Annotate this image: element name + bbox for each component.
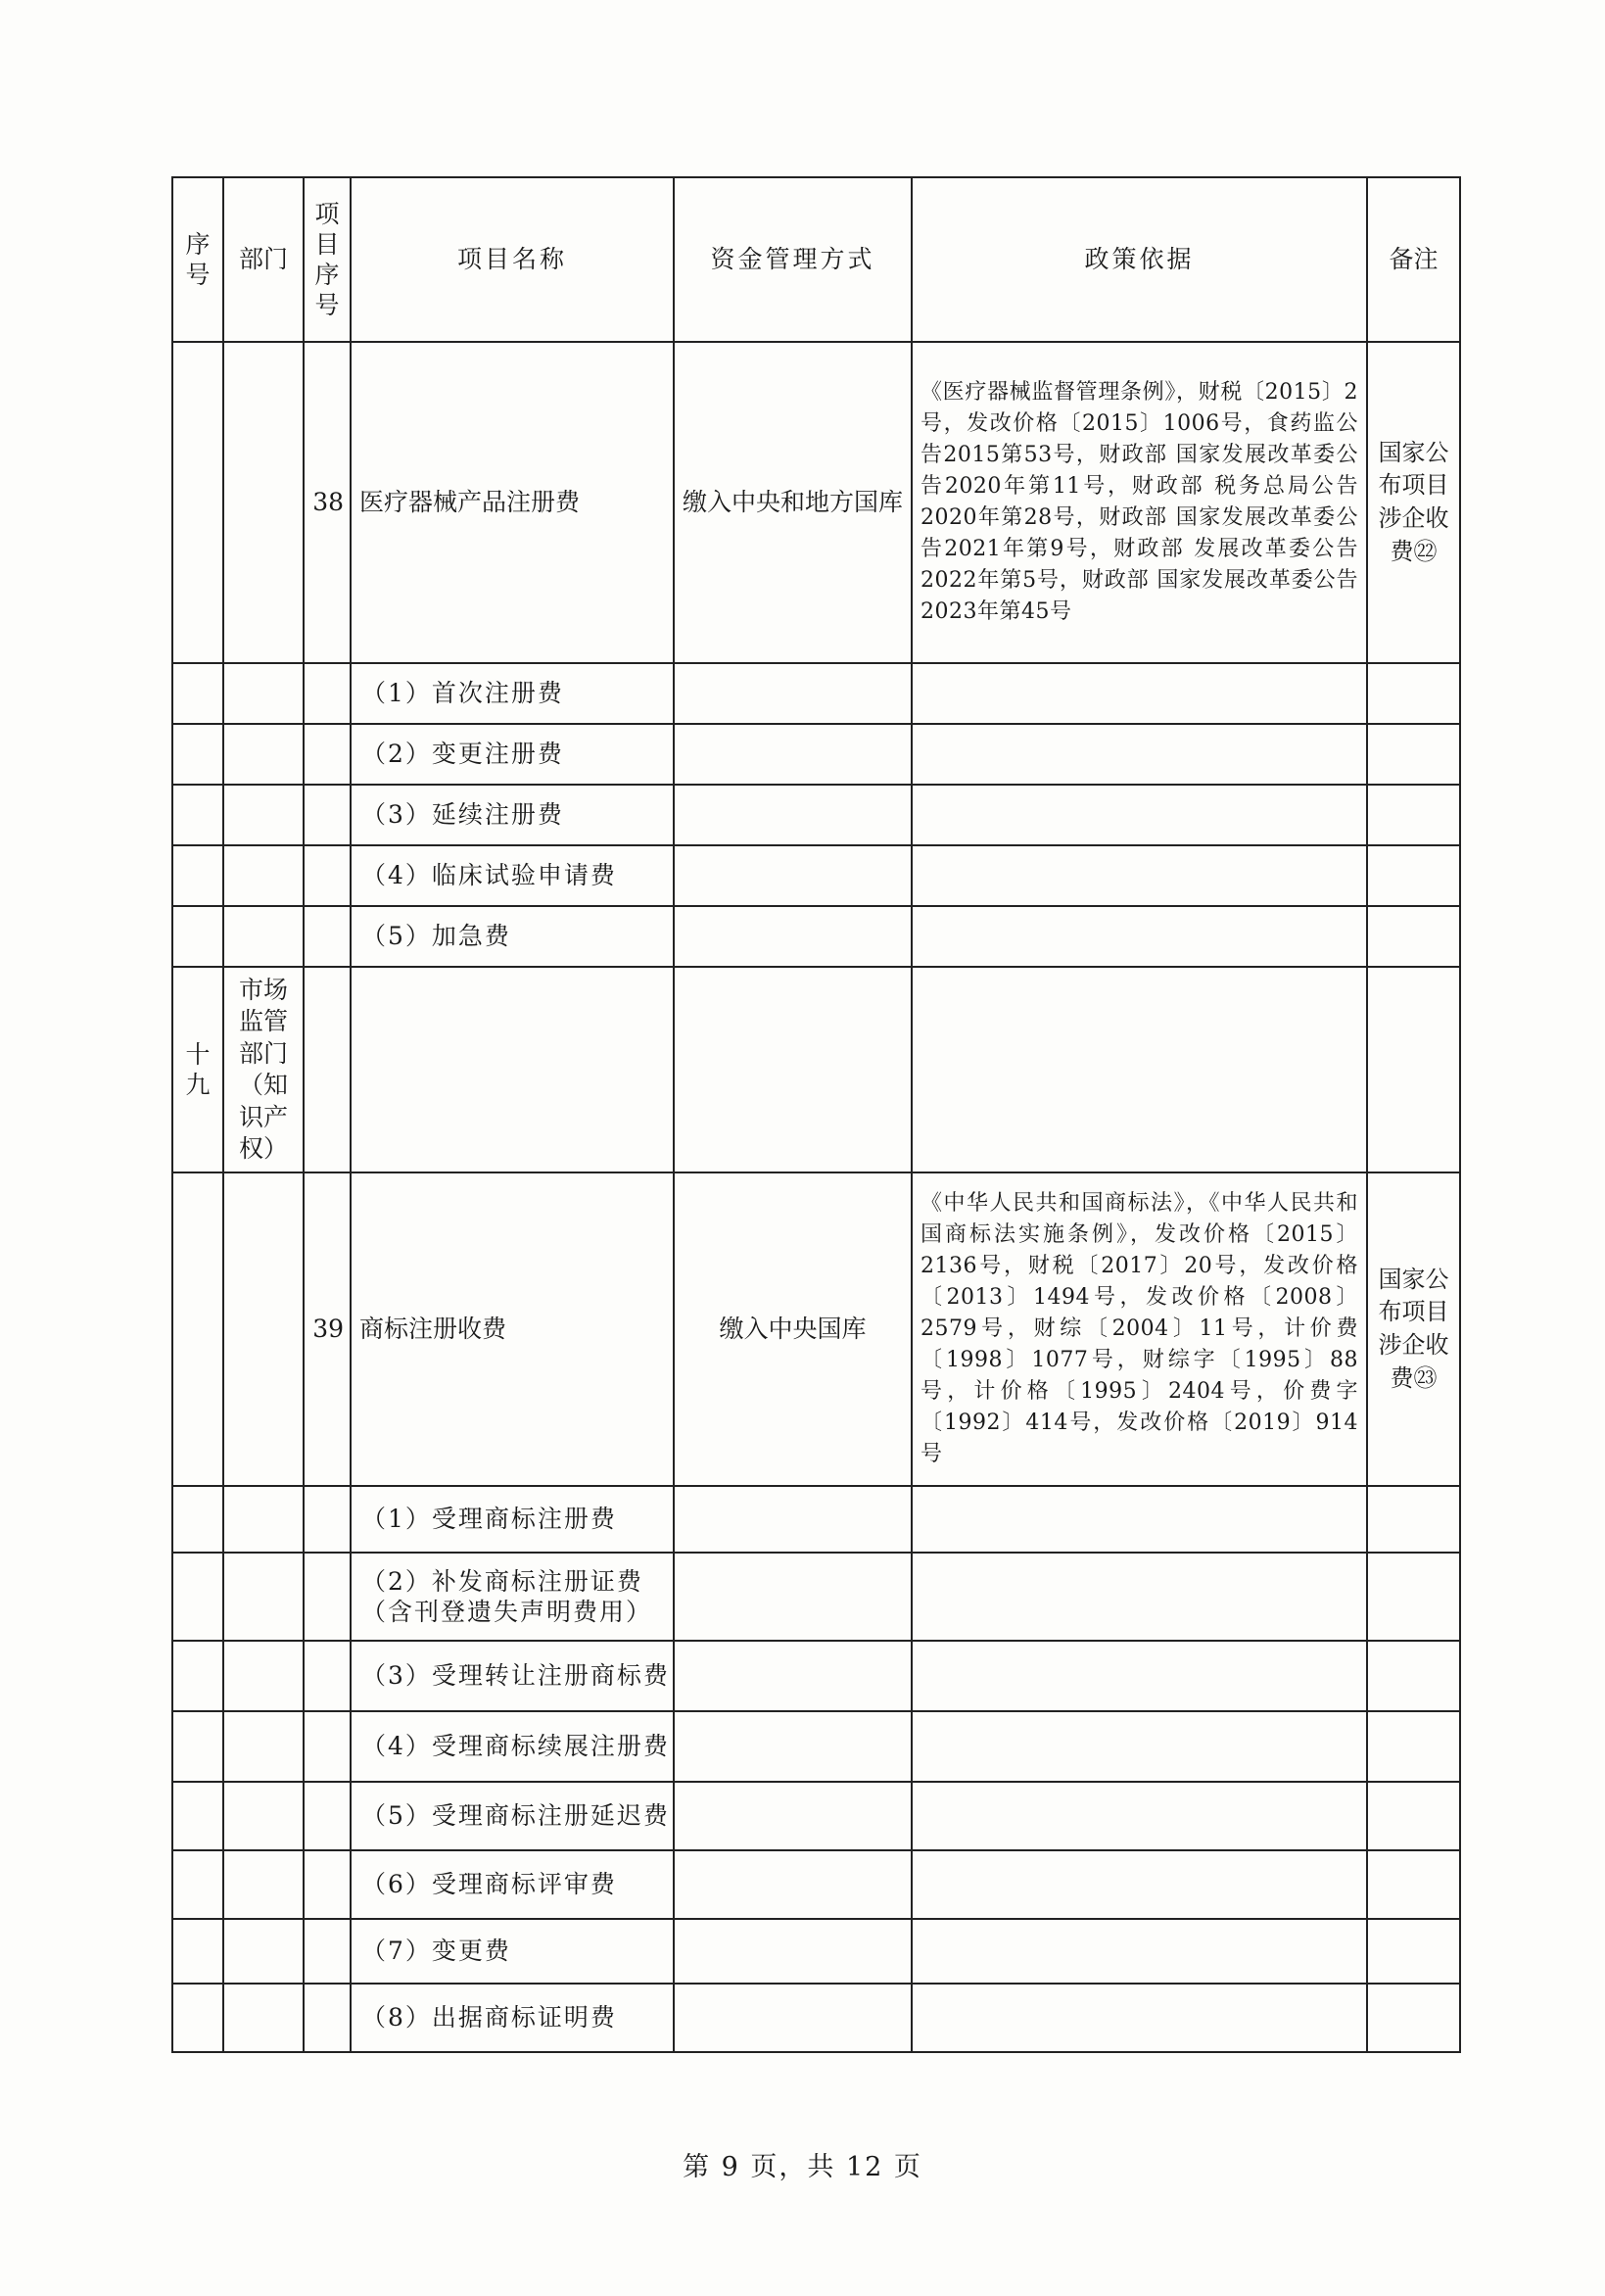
item39-sub-1: （1）受理商标注册费 [351, 1486, 674, 1553]
item39-sub-8: （8）出据商标证明费 [351, 1984, 674, 2052]
table-row [172, 663, 1460, 724]
table-row [172, 1919, 1460, 1984]
item38-sub-2: （2）变更注册费 [351, 724, 674, 785]
section19-dept: 市场监管部门（知识产权） [223, 967, 304, 1172]
item38-name: 医疗器械产品注册费 [351, 342, 674, 663]
table-row [172, 724, 1460, 785]
item38-sub-3: （3）延续注册费 [351, 785, 674, 845]
table-row [172, 1984, 1460, 2052]
item39-sub-6: （6）受理商标评审费 [351, 1850, 674, 1919]
section19-seq: 十 九 [172, 967, 223, 1172]
item39-sub-7: （7）变更费 [351, 1919, 674, 1984]
page-footer: 第 9 页，共 12 页 [683, 2152, 922, 2182]
table-row [172, 1486, 1460, 1553]
header-seq: 序 号 [172, 177, 223, 342]
table-row [172, 1782, 1460, 1850]
table-row [172, 906, 1460, 967]
item38-fund: 缴入中央和地方国库 [674, 342, 912, 663]
item39-policy: 《中华人民共和国商标法》，《中华人民共和国商标法实施条例》，发改价格〔2015〕2136号，财税〔2017〕20号，发改价格〔2013〕1494号，发改价格〔2008〕2579号，财综〔2004〕11号，计价费〔1998〕1077号，财综字〔1995〕88号，计价格〔1995〕2404号，价费字〔1992〕414号，发改价格〔2019〕914号 [912, 1172, 1367, 1486]
item38-sub-4: （4）临床试验申请费 [351, 845, 674, 906]
item39-sub-3: （3）受理转让注册商标费 [351, 1641, 674, 1711]
item38-no: 38 [304, 342, 351, 663]
section19-row [172, 967, 1460, 1172]
table-row [172, 785, 1460, 845]
item39-remark: 国家公布项目涉企收费㉓ [1367, 1172, 1460, 1486]
item39-name: 商标注册收费 [351, 1172, 674, 1486]
header-dept: 部门 [223, 177, 304, 342]
table-row [172, 845, 1460, 906]
table-row [172, 1850, 1460, 1919]
table-row [172, 1711, 1460, 1782]
item38-sub-1: （1）首次注册费 [351, 663, 674, 724]
table-row [172, 1641, 1460, 1711]
item39-sub-5: （5）受理商标注册延迟费 [351, 1782, 674, 1850]
item39-row [172, 1172, 1460, 1486]
item38-row [172, 342, 1460, 663]
item39-sub-4: （4）受理商标续展注册费 [351, 1711, 674, 1782]
header-item-no: 项 目 序 号 [304, 177, 351, 342]
item38-policy: 《医疗器械监督管理条例》，财税〔2015〕2号，发改价格〔2015〕1006号，食药监公告2015第53号，财政部 国家发展改革委公告2020年第11号，财政部 税务总局公告2020年第28号，财政部 国家发展改革委公告2021年第9号，财政部 发展改革委公告2022年第5号，财政部 国家发展改革委公告2023年第45号 [912, 342, 1367, 663]
item38-sub-5: （5）加急费 [351, 906, 674, 967]
item39-no: 39 [304, 1172, 351, 1486]
header-fund-mgmt: 资金管理方式 [674, 177, 912, 342]
table-row [172, 1553, 1460, 1641]
header-row [172, 177, 1460, 342]
item38-remark: 国家公布项目涉企收费㉒ [1367, 342, 1460, 663]
fee-table [171, 176, 1461, 2053]
item39-fund: 缴入中央国库 [674, 1172, 912, 1486]
header-policy: 政策依据 [912, 177, 1367, 342]
header-remark: 备注 [1367, 177, 1460, 342]
header-item-name: 项目名称 [351, 177, 674, 342]
item39-sub-2: （2）补发商标注册证费（含刊登遗失声明费用） [351, 1553, 674, 1641]
